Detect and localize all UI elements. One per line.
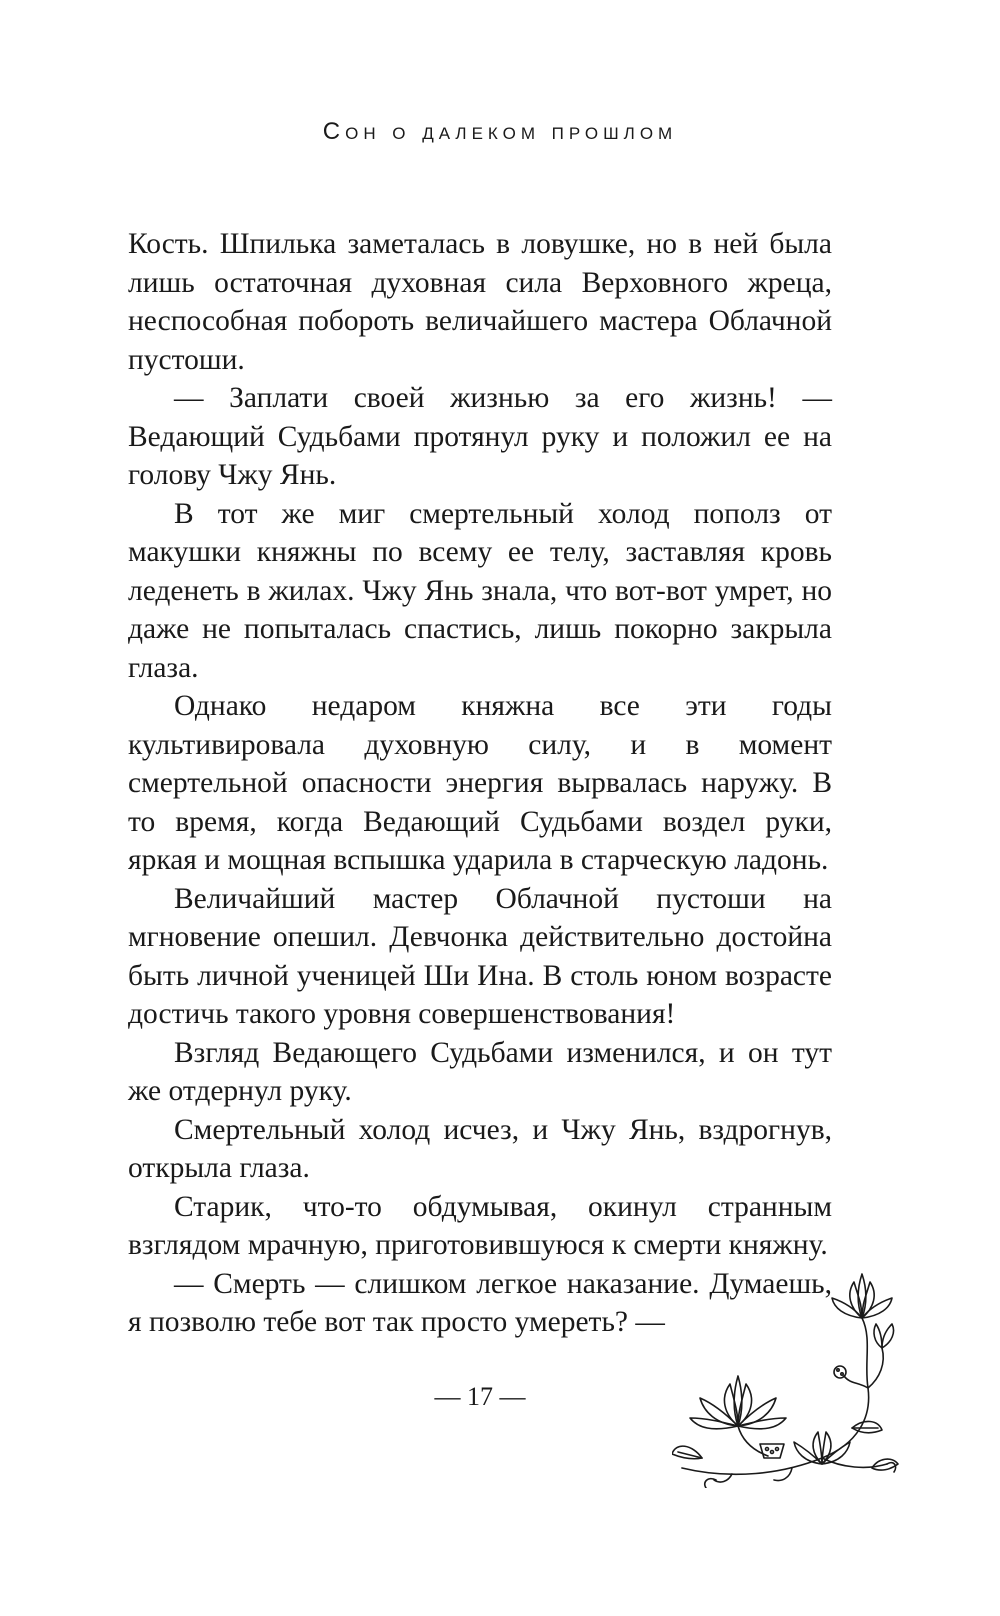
paragraph: В тот же миг смертельный холод пополз от макушки княжны по всему ее телу, заставляя кровь леденеть в жилах. Чжу Янь знала, что вот-вот умрет, но даже не попыталась спастись, лишь покорно закрыла глаза.	[128, 497, 832, 684]
paragraph: Старик, что-то обдумывая, окинул странным взглядом мрачную, приготовившуюся к смерти княжну.	[128, 1190, 832, 1261]
running-head: Сон о далеком прошлом	[322, 118, 678, 145]
paragraph: Однако недаром княжна все эти годы культивировала духовную силу, и в момент смертельной опасности энергия вырвалась наружу. В то время, когда Ведающий Судьбами воздел руки, яркая и мощная вспышка ударила в старческую ладонь.	[128, 690, 832, 876]
body-text	[128, 225, 832, 1342]
paragraph: Взгляд Ведающего Судьбами изменился, и он тут же отдернул руку.	[128, 1036, 832, 1107]
lotus-ornament-icon	[672, 1268, 902, 1488]
paragraph: — Заплати своей жизнью за его жизнь! — Ведающий Судьбами протянул руку и положил ее на голову Чжу Янь.	[128, 382, 832, 491]
paragraph: Величайший мастер Облачной пустоши на мгновение опешил. Девчонка действительно достойна быть личной ученицей Ши Ина. В столь юном возрасте достичь такого уровня совершенствования!	[128, 882, 832, 1030]
paragraph: Кость. Шпилька заметалась в ловушке, но в ней была лишь остаточная духовная сила Верховного жреца, неспособная побороть величайшего мастера Облачной пустоши.	[128, 228, 832, 376]
paragraph: — Смерть — слишком легкое наказание. Думаешь, я позволю тебе вот так просто умереть? —	[128, 1267, 832, 1338]
paragraph: Смертельный холод исчез, и Чжу Янь, вздрогнув, открыла глаза.	[128, 1113, 832, 1184]
page-number: — 17 —	[434, 1382, 526, 1411]
